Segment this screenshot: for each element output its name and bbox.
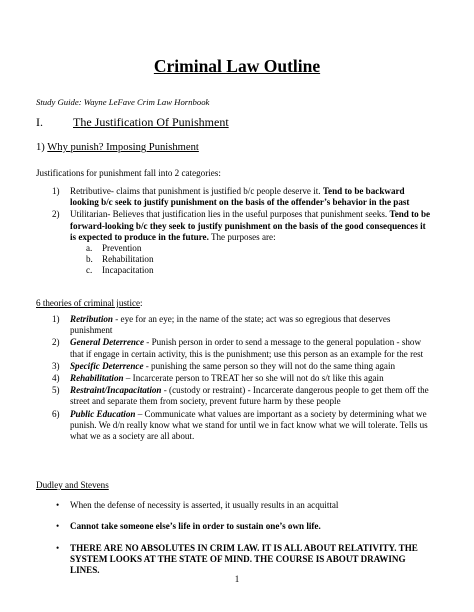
theory-term: Restraint/Incapacitation <box>70 385 162 396</box>
category-bold-text: Tend to be backward looking b/c seek to justify punishment on the basis of the offender’s behavior in the past <box>70 186 410 208</box>
theory-text: - eye for an eye; in the name of the state; act was so egregious that deserves punishment <box>70 314 391 336</box>
subsection-number: 1) <box>36 142 45 153</box>
theory-item <box>36 337 432 359</box>
purpose-item <box>70 265 432 276</box>
theory-text: - (custody or restraint) - Incarcerate dangerous people to get them off the street and separate them from society, prevent future harm by these people <box>70 385 429 407</box>
theory-term: Specific Deterrence <box>70 360 144 371</box>
bullet-text: THERE ARE NO ABSOLUTES IN CRIM LAW. IT IS ALL ABOUT RELATIVITY. THE SYSTEM LOOKS AT THE STATE OF MIND. THE COURSE IS ABOUT DRAWING LINES. <box>70 543 418 576</box>
bullet-icon: • <box>56 521 60 531</box>
theories-heading-text: 6 theories of criminal justice <box>36 298 141 308</box>
category-bold-text: Tend to be forward-looking b/c they seek to justify punishment on the basis of the good consequences it is expected to produce in the future. <box>70 209 431 242</box>
theory-text: - punishing the same person so they will not do the same thing again <box>143 360 396 371</box>
category-number: 2) <box>52 209 60 220</box>
theory-number: 4) <box>52 373 60 384</box>
category-number: 1) <box>52 186 60 196</box>
theory-term: Retribution <box>70 314 113 324</box>
bullet-item <box>36 543 432 577</box>
theories-heading-colon: : <box>140 298 143 308</box>
theories-heading <box>36 298 143 309</box>
bullet-icon: • <box>56 543 60 553</box>
purpose-letter: c. <box>86 265 93 276</box>
category-tail-text: The purposes are: <box>208 231 276 242</box>
section-number: I. <box>36 115 43 129</box>
category-text: Utilitarian- Believes that justification lies in the useful purposes that punishment seeks. <box>70 209 390 220</box>
categories-list <box>36 186 432 278</box>
purposes-list <box>70 243 432 277</box>
theory-term: Public Education <box>70 408 136 419</box>
theory-text: – Communicate what values are important as a society by determining what we punish. We d/n really know what we stand for until we in fact know what we will tolerate. Tells us what we as a society are all about. <box>70 408 428 442</box>
bullet-icon: • <box>56 500 60 510</box>
theory-item <box>36 373 432 384</box>
purpose-text: Prevention <box>102 243 142 254</box>
case-bullets <box>36 521 432 532</box>
purpose-letter: a. <box>86 243 93 254</box>
theory-number: 5) <box>52 385 60 396</box>
study-guide-line: Study Guide: Wayne LeFave Crim Law Hornbook <box>36 97 210 107</box>
theory-item <box>36 409 432 443</box>
theory-item <box>36 314 432 336</box>
theories-list <box>36 314 432 443</box>
case-bullets <box>36 500 432 511</box>
category-item <box>36 186 432 208</box>
category-text: Retributive- claims that punishment is justified b/c people deserve it. <box>70 186 323 196</box>
bullet-item <box>36 521 432 532</box>
subsection-heading <box>36 142 199 153</box>
theory-number: 6) <box>52 408 60 419</box>
purpose-letter: b. <box>86 254 93 265</box>
purpose-text: Incapacitation <box>102 265 154 276</box>
theory-item <box>36 361 432 372</box>
bullet-text: Cannot take someone else’s life in order to sustain one’s own life. <box>70 521 321 531</box>
theory-number: 2) <box>52 337 60 348</box>
theory-text: – Incarcerate person to TREAT her so she will not do s/t like this again <box>123 373 384 384</box>
theory-number: 3) <box>52 360 60 371</box>
purpose-text: Rehabilitation <box>102 254 154 265</box>
case-heading: Dudley and Stevens <box>36 480 109 490</box>
category-item <box>36 209 432 276</box>
purpose-item <box>70 254 432 265</box>
purpose-item <box>70 243 432 254</box>
section-heading <box>36 115 229 130</box>
theory-item <box>36 385 432 407</box>
case-bullets <box>36 543 432 577</box>
intro-paragraph: Justifications for punishment fall into 2 categories: <box>36 168 221 178</box>
theory-number: 1) <box>52 314 60 324</box>
section-title: The Justification Of Punishment <box>73 115 229 129</box>
theory-term: Rehabilitation <box>70 373 124 384</box>
bullet-item <box>36 500 432 511</box>
theory-term: General Deterrence <box>70 337 144 348</box>
page-number: 1 <box>234 574 240 584</box>
theory-text: - Punish person in order to send a message to the general population - show that if engage in certain activity, this is the punishment; use this person as an example for the rest <box>70 337 424 359</box>
bullet-text: When the defense of necessity is asserted, it usually results in an acquittal <box>70 500 339 510</box>
subsection-title: Why punish? Imposing Punishment <box>47 142 199 153</box>
document-title: Criminal Law Outline <box>153 56 321 76</box>
